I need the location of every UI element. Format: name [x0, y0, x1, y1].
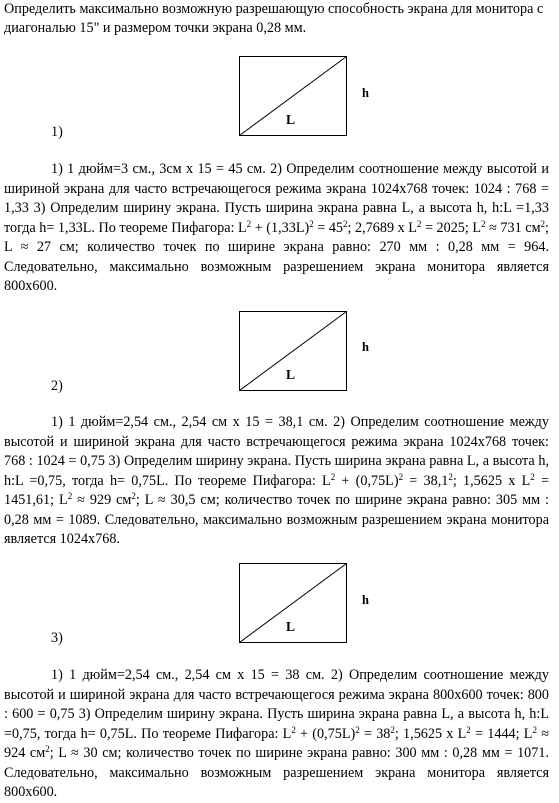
question-text: Определить максимально возможную разрешающую способность экрана для монитора с диагональю 15" и размером точки экрана 0,28 мм. — [4, 1, 544, 36]
option-number: 2) — [51, 378, 63, 394]
diagonal-label: L — [286, 619, 296, 634]
option-number: 3) — [51, 630, 63, 646]
option-solution-text: 1) 1 дюйм=2,54 см., 2,54 см x 15 = 38,1 см. 2) Определим соотношение между высотой и шириной экрана для часто встречающегося режима экрана 1024x768 точек: 768 : 1024 = 0,75 3) Определим ширину экрана. Пусть ширина экрана равна L, а высота h, h:L =0,75, тогда h= 0,75L. По теореме Пифагора: $L^2 + (0,75L)^2 = 38,1^2$; 1,5625 x $L^2 = 1451,61$; $L^2 \approx 929$ $см^2$; L ≈ 30,5 см; количество точек по ширине экрана равно: 305 мм : 0,28 мм = 1089. Следовательно, максимально возможным разрешением экрана монитора является 1024x768. — [4, 414, 550, 547]
diagonal-label: L — [286, 112, 296, 127]
screen-diagram — [239, 311, 347, 391]
screen-diagram — [239, 56, 347, 136]
option-number: 1) — [51, 124, 63, 140]
height-label: h — [362, 340, 369, 354]
diagonal-label: L — [286, 367, 296, 382]
option-solution-text: 1) 1 дюйм=3 см., 3см x 15 = 45 см. 2) Определим соотношение между высотой и шириной экрана для часто встречающегося режима экрана 1024x768 точек: 1024 : 768 = 1,33 3) Определим ширину экрана. Пусть ширина экрана равна L, а высота h, h:L =1,33 тогда h= 1,33L. По теореме Пифагора: $L^2 + (1,33L)^2 = 45^2$; 2,7689 x $L^2 = 2025$; $L^2 \approx 731$ $см^2$; L ≈ 27 см; количество точек по ширине экрана равно: 270 мм : 0,28 мм = 964. Следовательно, максимально возможным разрешением экрана монитора является 800x600. — [4, 161, 549, 294]
option-solution-text: 1) 1 дюйм=2,54 см., 2,54 см x 15 = 38 см. 2) Определим соотношение между высотой и шириной экрана для часто встречающегося режима экрана 800x600 точек: 800 : 600 = 0,75 3) Определим ширину экрана. Пусть ширина экрана равна L, а высота h, h:L =0,75, тогда h= 0,75L. По теореме Пифагора: $L^2 + (0,75L)^2 = 38^2$; 1,5625 x $L^2 = 1444$; $L^2 \approx 924$ $см^2$; L ≈ 30 см; количество точек по ширине экрана равно: 300 мм : 0,28 мм = 1071. Следовательно, максимально возможным разрешением экрана монитора является 800x600. — [4, 667, 549, 800]
height-label: h — [362, 593, 369, 607]
screen-diagram — [239, 563, 347, 643]
height-label: h — [362, 86, 369, 100]
